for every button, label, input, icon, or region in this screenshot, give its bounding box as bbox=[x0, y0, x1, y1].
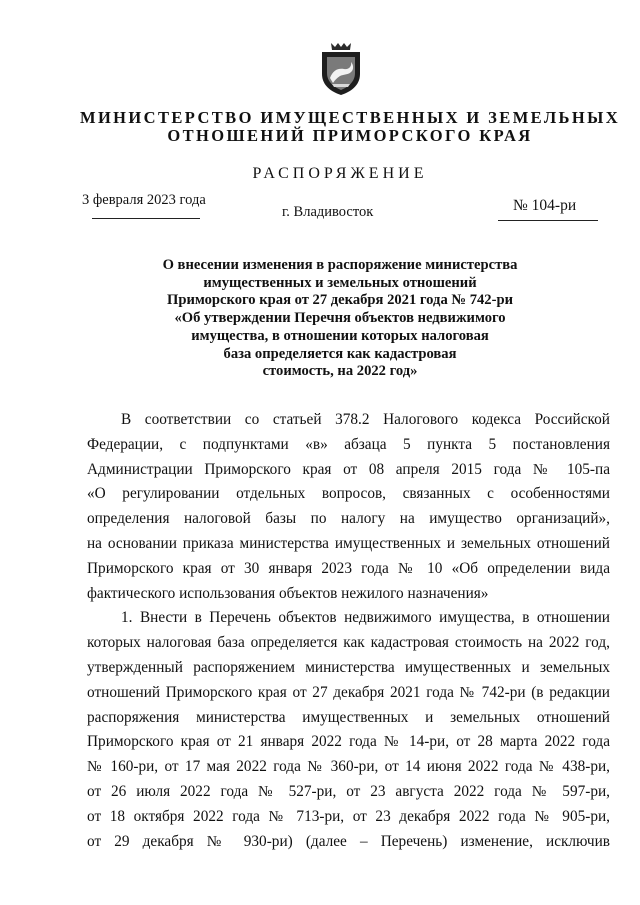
document-subject bbox=[150, 257, 530, 381]
subject-line: О внесении изменения в распоряжение министерства bbox=[162, 257, 518, 273]
body-line: Приморского края от 21 января 2022 года № 14-ри, от 28 марта 2022 года bbox=[87, 733, 610, 751]
body-line: «О регулировании отдельных вопросов, связанных с особенностями bbox=[87, 485, 610, 503]
body-line: на основании приказа министерства имущественных и земельных отношений bbox=[87, 534, 610, 552]
subject-line: база определяется как кадастровая bbox=[223, 345, 457, 362]
number-underline bbox=[498, 220, 598, 221]
document-type: РАСПОРЯЖЕНИЕ bbox=[252, 165, 428, 182]
body-line: Администрации Приморского края от 08 апреля 2015 года № 105-па bbox=[87, 460, 610, 478]
body-line: от 26 июля 2022 года № 527-ри, от 23 августа 2022 года № 597-ри, bbox=[87, 782, 610, 800]
body-line: Федерации, с подпунктами «в» абзаца 5 пункта 5 постановления bbox=[87, 435, 610, 453]
body-line: утвержденный распоряжением министерства имущественных и земельных bbox=[87, 658, 610, 676]
document-number: № 104-ри bbox=[513, 197, 577, 214]
subject-line: имущественных и земельных отношений bbox=[203, 274, 477, 291]
body-line: 1. Внести в Перечень объектов недвижимого имущества, в отношении bbox=[121, 609, 610, 627]
ministry-name-line1: МИНИСТЕРСТВО ИМУЩЕСТВЕННЫХ И ЗЕМЕЛЬНЫХ bbox=[79, 108, 621, 127]
body-line: № 160-ри, от 17 мая 2022 года № 360-ри, от 14 июня 2022 года № 438-ри, bbox=[87, 758, 610, 776]
body-line: распоряжения министерства имущественных и земельных отношений bbox=[87, 708, 610, 726]
body-line: отношений Приморского края от 27 декабря 2021 года № 742-ри (в редакции bbox=[87, 683, 610, 701]
subject-line: Приморского края от 27 декабря 2021 года № 742-ри bbox=[167, 292, 513, 309]
body-line: от 18 октября 2022 года № 713-ри, от 23 декабря 2022 года № 905-ри, bbox=[87, 807, 610, 825]
coat-of-arms-icon bbox=[318, 40, 364, 96]
document-city: г. Владивосток bbox=[282, 204, 374, 220]
subject-line: «Об утверждении Перечня объектов недвижимого bbox=[174, 310, 506, 327]
body-line: которых налоговая база определяется как кадастровая стоимость на 2022 год, bbox=[87, 634, 610, 652]
document-body bbox=[87, 408, 610, 854]
document-date: 3 февраля 2023 года bbox=[82, 192, 206, 208]
body-line: Приморского края от 30 января 2023 года № 10 «Об определении вида bbox=[87, 559, 610, 577]
subject-line: имущества, в отношении которых налоговая bbox=[191, 327, 489, 344]
ministry-name-line2: ОТНОШЕНИЙ ПРИМОРСКОГО КРАЯ bbox=[167, 126, 533, 145]
subject-line: стоимость, на 2022 год» bbox=[262, 363, 418, 380]
body-line: В соответствии со статьей 378.2 Налогового кодекса Российской bbox=[121, 411, 610, 428]
body-line: фактического использования объектов нежилого назначения» bbox=[87, 584, 489, 602]
body-line: от 29 декабря № 930-ри) (далее – Перечень) изменение, исключив bbox=[87, 832, 610, 850]
body-line: определения налоговой базы по налогу на имущество организаций», bbox=[87, 510, 610, 528]
date-underline bbox=[92, 218, 200, 219]
